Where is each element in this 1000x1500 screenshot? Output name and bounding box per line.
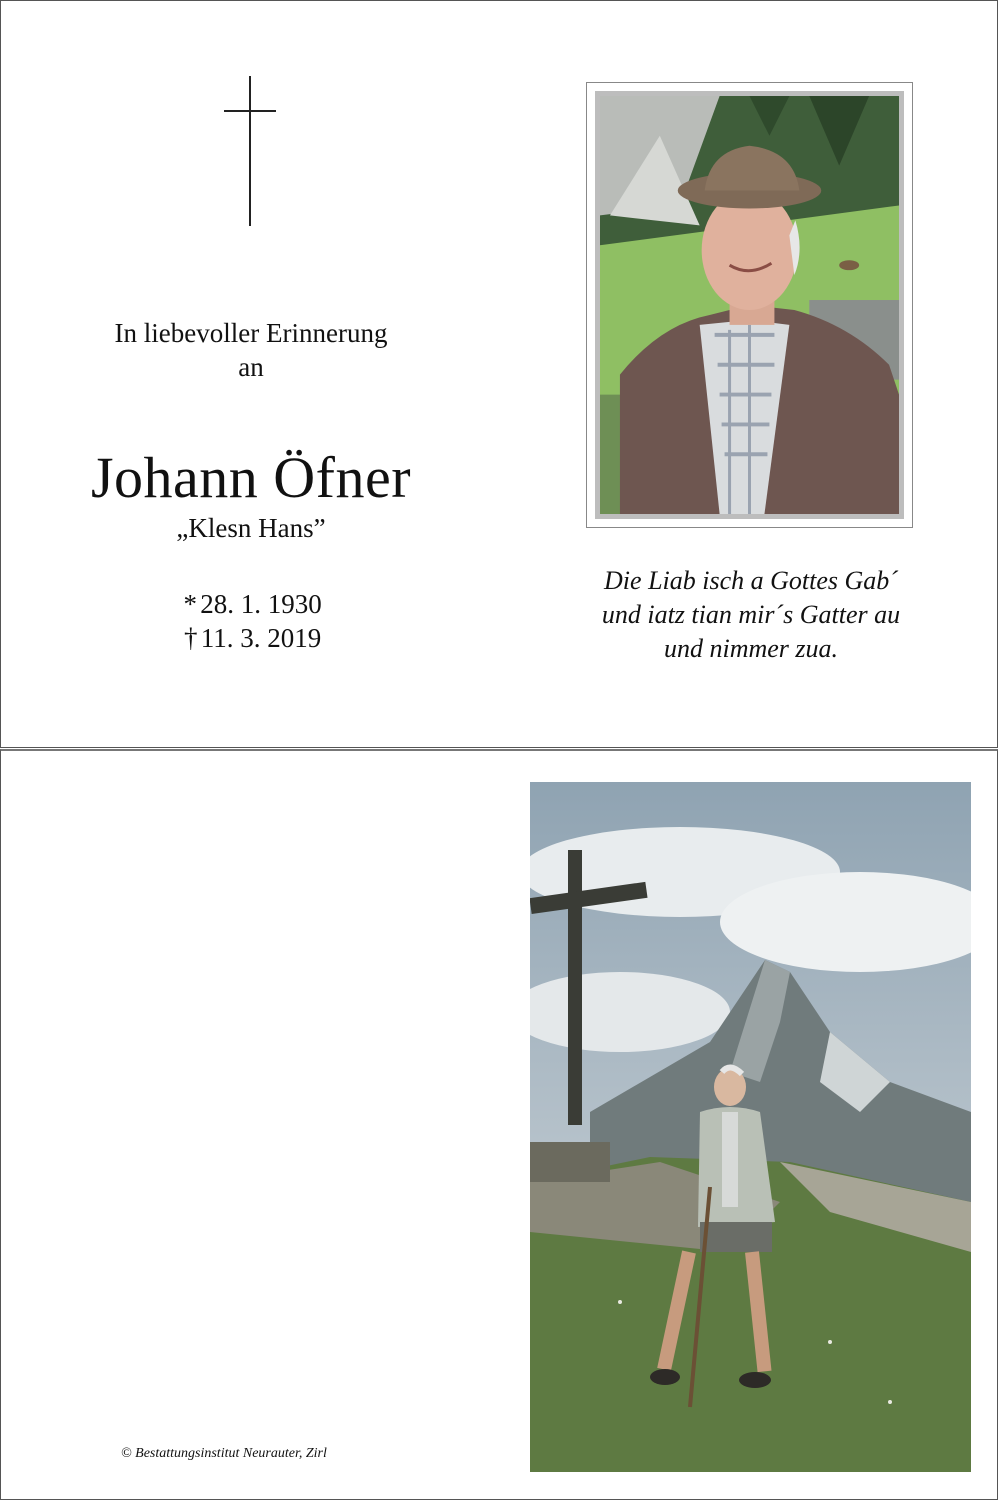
card-front-page	[0, 0, 998, 748]
birth-date: 28. 1. 1930	[200, 589, 322, 619]
card-back-page	[0, 749, 998, 1500]
death-date: 11. 3. 2019	[200, 623, 322, 653]
portrait-frame	[586, 82, 913, 528]
poem-line: Die Liab isch a Gottes Gab´	[604, 566, 898, 595]
copyright-notice: © Bestattungsinstitut Neurauter, Zirl	[121, 1446, 327, 1461]
deceased-name: Johann Öfner	[90, 445, 412, 510]
memorial-intro-an: an	[238, 352, 264, 382]
poem-line: und iatz tian mir´s Gatter au	[601, 600, 901, 629]
poem-line: und nimmer zua.	[663, 634, 839, 663]
poem	[546, 564, 956, 666]
birth-date-row	[151, 589, 351, 620]
portrait-photo	[595, 91, 904, 519]
mountain-photo	[530, 782, 971, 1472]
memorial-intro: In liebevoller Erinnerung	[114, 318, 388, 348]
birth-symbol: *	[183, 589, 197, 619]
death-symbol: †	[184, 623, 198, 653]
deceased-nickname: „Klesn Hans”	[176, 513, 326, 543]
death-date-row	[151, 623, 351, 654]
cross-icon	[224, 76, 276, 228]
